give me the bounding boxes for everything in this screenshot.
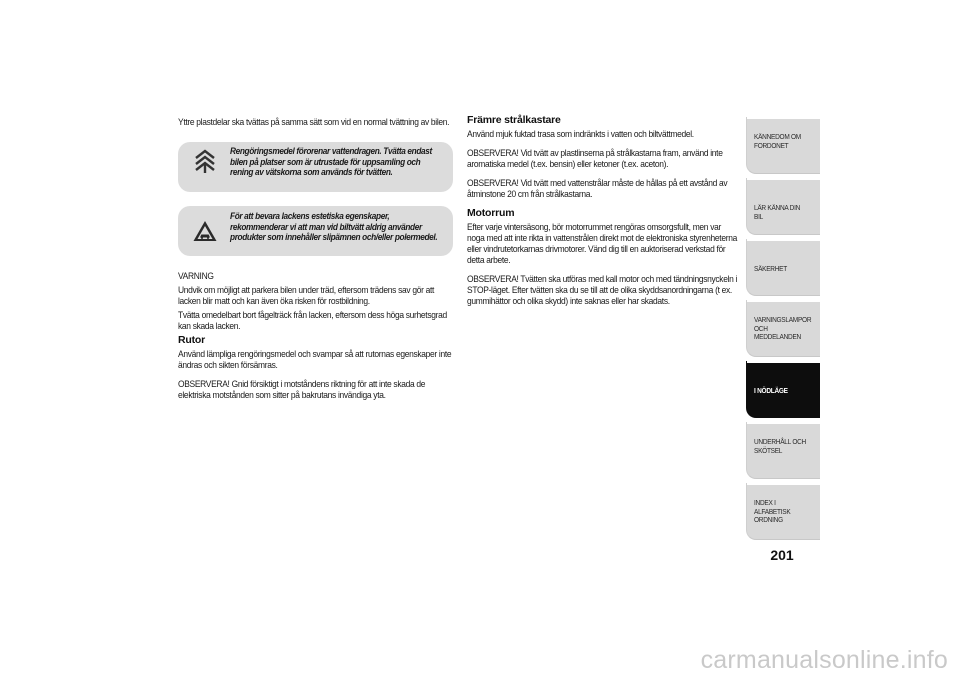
watermark: carmanualsonline.info (700, 646, 948, 674)
rutor-paragraph-observera: OBSERVERA! Gnid försiktigt i motståndens riktning för att inte skada de elektriska motstånden som sitter på bakrutans invändiga yta. (178, 378, 426, 400)
environment-notice (178, 142, 453, 192)
tab-lar-kanna-din-bil[interactable] (746, 178, 820, 235)
rutor-paragraph-cleaning: Använd lämpliga rengöringsmedel och svampar så att rutornas egenskaper inte ändras och sikten försämras. (178, 348, 452, 370)
tab-label: VARNINGSLAMPOR OCH MEDDELANDEN (754, 315, 812, 341)
chapter-tabs (746, 117, 820, 544)
page-number: 201 (770, 547, 794, 563)
tab-index[interactable] (746, 483, 820, 540)
tab-i-nodlage[interactable] (746, 361, 820, 418)
environment-notice-text: Rengöringsmedel förorenar vattendragen. Tvätta endast bilen på platser som är utrustade för uppsamling och rening av vätskorna som används för tvätten. (230, 146, 432, 178)
tab-label: KÄNNEDOM OM FORDONET (754, 132, 801, 150)
tab-label: I NÖDLÄGE (754, 386, 788, 395)
tab-varningslampor[interactable] (746, 300, 820, 357)
intro-paragraph: Yttre plastdelar ska tvättas på samma sätt som vid en normal tvättning av bilen. (178, 116, 450, 127)
headlights-paragraph-plastic: OBSERVERA! Vid tvätt av plastlinserna på strålkastarna fram, använd inte aromatiska medel (t.ex. bensin) eller ketoner (t.ex. aceton). (467, 147, 723, 169)
warning-triangle-car-icon (192, 218, 218, 244)
tab-label: LÄR KÄNNA DIN BIL (754, 203, 801, 221)
warning-paragraph-trees: Undvik om möjligt att parkera bilen under träd, eftersom trädens sav gör att lacken blir matt och kan även öka risken för rostbildning. (178, 284, 435, 306)
tab-kannedom-om-fordonet[interactable] (746, 117, 820, 174)
paint-notice (178, 206, 453, 256)
warning-title: VARNING (178, 270, 214, 281)
right-column (467, 114, 739, 314)
tab-sakerhet[interactable] (746, 239, 820, 296)
engine-heading: Motorrum (467, 207, 515, 219)
headlights-paragraph-distance: OBSERVERA! Vid tvätt med vattenstrålar måste de hållas på ett avstånd av åtminstone 20 cm från strålkastarna. (467, 177, 728, 199)
tab-underhall-och-skotsel[interactable] (746, 422, 820, 479)
engine-paragraph-observera: OBSERVERA! Tvätten ska utföras med kall motor och med tändningsnyckeln i STOP-läget. Efter tvätten ska du se till att de olika skyddsanordningarna (t ex. gummihättor och olika skydd) inte saknas eller har skadats. (467, 273, 738, 306)
headlights-heading: Främre strålkastare (467, 114, 561, 126)
engine-paragraph-winter: Efter varje vintersäsong, bör motorrummet rengöras omsorgsfullt, men var noga med att inte rikta in vattenstrålen direkt mot de elektroniska styrenheterna eller vindrutetorkarnas drivmotorer. Vänd dig till en auktoriserad verkstad för detta arbete. (467, 221, 737, 265)
paint-notice-text: För att bevara lackens estetiska egenskaper, rekommenderar vi att man vid biltvätt aldrig använder produkter som innehåller slipämnen och/eller polermedel. (230, 211, 438, 243)
warning-paragraph-bird-droppings: Tvätta omedelbart bort fågelträck från lacken, eftersom dess höga surhetsgrad kan skada lacken. (178, 309, 447, 331)
tab-label: SÄKERHET (754, 264, 787, 273)
headlights-paragraph-cloth: Använd mjuk fuktad trasa som indränkts i vatten och biltvättmedel. (467, 128, 694, 139)
rutor-heading: Rutor (178, 334, 205, 346)
left-column (178, 116, 453, 408)
tree-icon (192, 148, 218, 174)
tab-label: UNDERHÅLL OCH SKÖTSEL (754, 437, 806, 455)
tab-label: INDEX I ALFABETISK ORDNING (754, 498, 791, 524)
